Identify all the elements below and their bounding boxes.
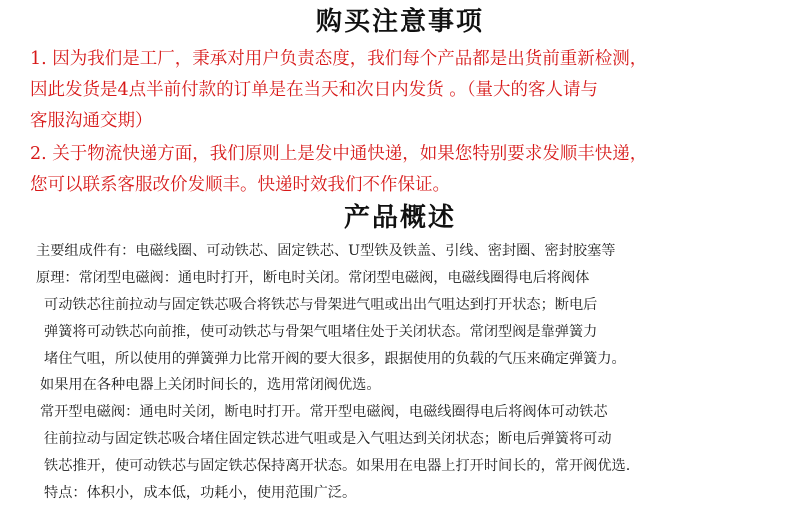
overview-line-8: 往前拉动与固定铁芯吸合堵住固定铁芯进气咀或是入气咀达到关闭状态；断电后弹簧将可动 [44,431,612,448]
overview-line-9: 铁芯推开，使可动铁芯与固定铁芯保持离开状态。如果用在电器上打开时间长的，常开阀优选. [44,458,631,475]
overview-line-5: 堵住气咀，所以使用的弹簧弹力比常开阀的要大很多，跟据使用的负载的气压来确定弹簧力。 [44,350,626,367]
overview-line-10: 特点：体积小，成本低，功耗小，使用范围广泛。 [44,485,357,502]
notice-1-line-3: 客服沟通交期） [30,111,153,131]
overview-line-4: 弹簧将可动铁芯向前推，使可动铁芯与骨架气咀堵住处于关闭状态。常闭型阀是靠弹簧力 [44,323,598,340]
notice-title: 购买注意事项 [315,7,484,37]
overview-title: 产品概述 [343,203,456,233]
overview-line-1: 主要组成件有：电磁线圈、可动铁芯、固定铁芯、U型铁及铁盖、引线、密封圈、密封胶塞等 [36,243,616,259]
notice-1-line-1: 1. 因为我们是工厂，秉承对用户负责态度，我们每个产品都是出货前重新检测， [30,49,648,69]
notice-item-2 [30,139,782,201]
overview-line-6: 如果用在各种电器上关闭时间长的，选用常闭阀优选。 [40,377,381,394]
overview-line-7: 常开型电磁阀：通电时关闭，断电时打开。常开型电磁阀，电磁线圈得电后将阀体可动铁芯 [40,404,608,421]
notice-item-1 [30,44,782,137]
overview-line-3: 可动铁芯往前拉动与固定铁芯吸合将铁芯与骨架进气咀或出出气咀达到打开状态；断电后 [44,296,598,313]
notice-2-line-1: 2. 关于物流快递方面，我们原则上是发中通快递，如果您特别要求发顺丰快递， [30,144,648,164]
overview-line-2: 原理：常闭型电磁阀：通电时打开，断电时关闭。常闭型电磁阀，电磁线圈得电后将阀体 [36,269,590,286]
notice-2-line-2: 您可以联系客服改价发顺丰。快递时效我们不作保证。 [30,175,450,195]
overview-body [36,238,788,507]
notice-1-line-2: 因此发货是4点半前付款的订单是在当天和次日内发货 。（量大的客人请与 [30,80,598,100]
